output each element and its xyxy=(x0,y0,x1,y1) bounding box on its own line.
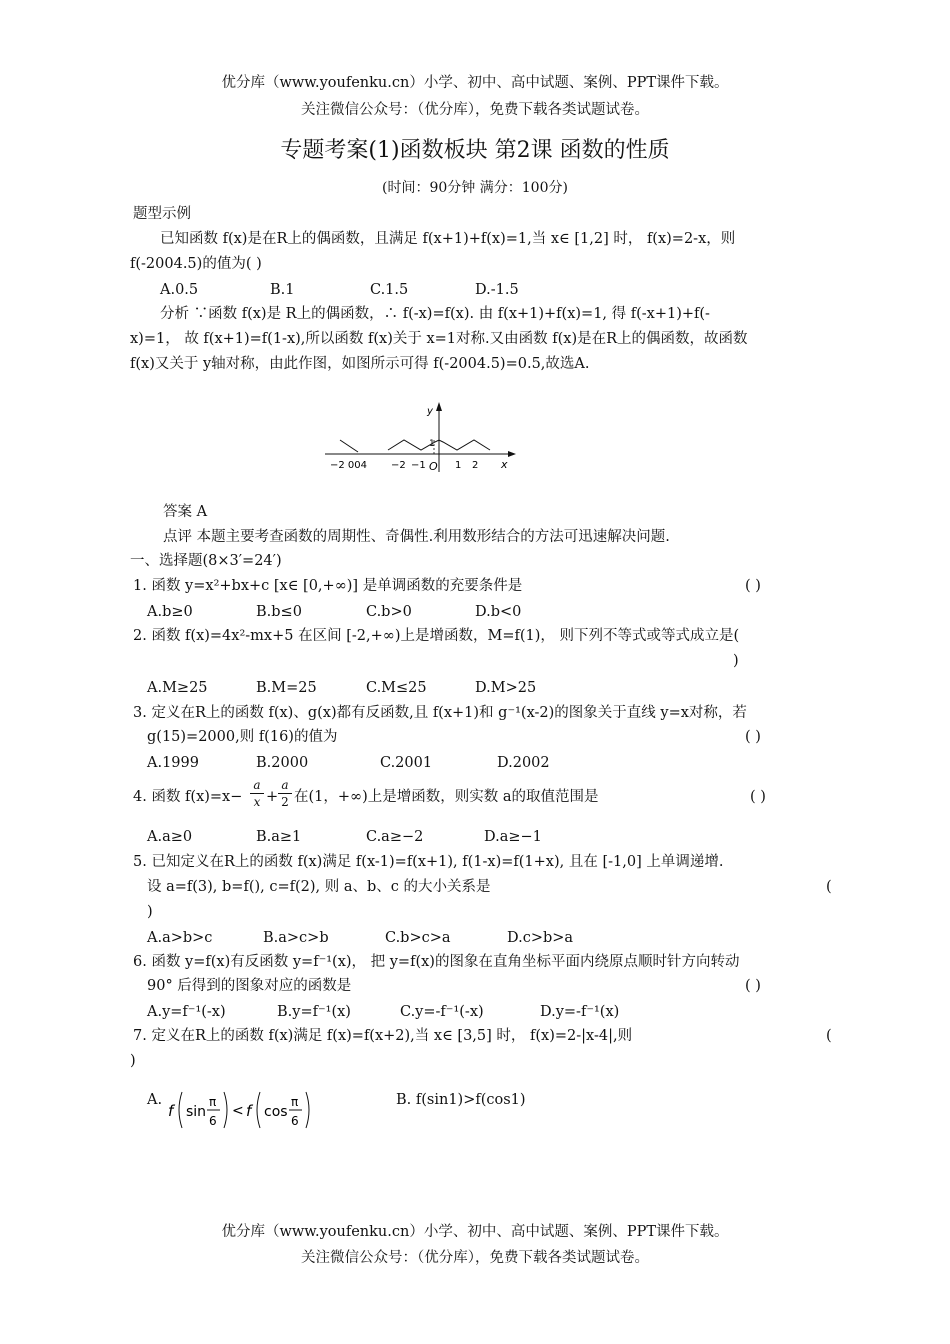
footer-line-2: 关注微信公众号：（优分库），免费下载各类试题试卷。 xyxy=(301,1250,649,1266)
page-title: 专题考案(1)函数板块 第2课 函数的性质 xyxy=(280,138,670,163)
q3-line-2: g(15)=2000,则 f(16)的值为 xyxy=(147,729,338,745)
q2-option-b: B.M=25 xyxy=(256,680,317,696)
q3-option-b: B.2000 xyxy=(256,755,309,771)
q5-line-2: 设 a=f(3), b=f(), c=f(2), 则 a、b、c 的大小关系是 xyxy=(147,879,491,895)
q7a-six-2: 6 xyxy=(291,1114,299,1128)
q6-line-1: 6. 函数 y=f(x)有反函数 y=f⁻¹(x)， 把 y=f(x)的图象在直角坐标平面内绕原点顺时针方向转动 xyxy=(133,954,740,970)
q7-option-b: B. f(sin1)>f(cos1) xyxy=(396,1092,526,1108)
q3-answer-paren: ( ) xyxy=(745,729,761,745)
q5-paren-close: ) xyxy=(147,904,153,920)
origin-label: O xyxy=(429,460,438,473)
q7a-pi-2: π xyxy=(291,1095,299,1109)
q4-prefix: 4. 函数 f(x)=x− xyxy=(133,789,243,805)
q1-option-a: A.b≥0 xyxy=(147,604,193,620)
x-axis-label: x xyxy=(501,458,508,471)
q4-frac1-numerator: a xyxy=(250,777,264,794)
q1-option-b: B.b≤0 xyxy=(256,604,302,620)
q1-option-c: C.b>0 xyxy=(366,604,412,620)
q7a-six-1: 6 xyxy=(209,1114,217,1128)
q5-option-b: B.a>c>b xyxy=(263,930,329,946)
q6-option-c: C.y=-f⁻¹(-x) xyxy=(400,1004,484,1020)
y-axis-arrow xyxy=(436,402,442,411)
q3-option-a: A.1999 xyxy=(147,755,199,771)
y-axis-label: y xyxy=(427,406,433,417)
q5-line-1: 5. 已知定义在R上的函数 f(x)满足 f(x-1)=f(x+1), f(1-x)=f(1+x), 且在 [-1,0] 上单调递增. xyxy=(133,854,724,870)
q7a-cos: cos xyxy=(264,1104,288,1120)
q3-line-1: 3. 定义在R上的函数 f(x)、g(x)都有反函数,且 f(x+1)和 g⁻¹(x-2)的图象关于直线 y=x对称，若 xyxy=(133,705,747,721)
q6-option-d: D.y=-f⁻¹(x) xyxy=(540,1004,620,1020)
section-1-heading: 一、选择题(8×3′=24′) xyxy=(130,553,282,569)
example-question-line-2: f(-2004.5)的值为( ) xyxy=(130,256,262,272)
q2-option-c: C.M≤25 xyxy=(366,680,427,696)
q7a-paren-right-1 xyxy=(224,1092,227,1128)
q3-option-d: D.2002 xyxy=(497,755,550,771)
example-option-d: D.-1.5 xyxy=(475,282,519,298)
q7-option-a-formula xyxy=(160,1086,320,1134)
q7a-paren-left-1 xyxy=(179,1092,182,1128)
q2-text: 2. 函数 f(x)=4x²-mx+5 在区间 [-2,+∞)上是增函数，M=f(1)， 则下列不等式或等式成立是( xyxy=(133,628,740,644)
q5-option-a: A.a>b>c xyxy=(147,930,213,946)
example-analysis-line-3: f(x)又关于 y轴对称，由此作图，如图所示可得 f(-2004.5)=0.5,故选A. xyxy=(130,356,590,372)
q1-text: 1. 函数 y=x²+bx+c [x∈ [0,+∞)] 是单调函数的充要条件是 xyxy=(133,578,523,594)
example-heading: 题型示例 xyxy=(133,206,191,222)
q4-fraction-2 xyxy=(278,777,292,810)
header-line-2: 关注微信公众号：（优分库），免费下载各类试题试卷。 xyxy=(301,102,649,118)
header-line-1: 优分库（www.youfenku.cn）小学、初中、高中试题、案例、PPT课件下载。 xyxy=(221,75,729,91)
example-comment: 点评 本题主要考查函数的周期性、奇偶性.利用数形结合的方法可迅速解决问题. xyxy=(163,529,670,545)
graph-segment-far-left xyxy=(340,440,358,452)
example-option-a: A.0.5 xyxy=(160,282,199,298)
q2-option-d: D.M>25 xyxy=(475,680,537,696)
q7a-less-than: < xyxy=(232,1103,244,1119)
example-analysis-line-1: 分析 ∵函数 f(x)是 R上的偶函数，∴ f(-x)=f(x). 由 f(x+1)+f(x)=1, 得 f(-x+1)+f(- xyxy=(160,306,710,322)
q7a-paren-right-2 xyxy=(306,1092,309,1128)
q7-option-a-label: A. xyxy=(147,1092,163,1108)
page-subtitle: (时间：90分钟 满分：100分) xyxy=(382,180,568,196)
function-graph-figure xyxy=(320,398,520,476)
q7-paren-close: ) xyxy=(130,1053,136,1069)
q6-answer-paren: ( ) xyxy=(745,978,761,994)
example-option-c: C.1.5 xyxy=(370,282,409,298)
q5-option-c: C.b>c>a xyxy=(385,930,451,946)
q6-line-2: 90° 后得到的图象对应的函数是 xyxy=(147,978,352,994)
tick-label-neg1: −1 xyxy=(411,460,426,471)
q4-option-d: D.a≥−1 xyxy=(484,829,542,845)
q5-option-d: D.c>b>a xyxy=(507,930,574,946)
footer-line-1: 优分库（www.youfenku.cn）小学、初中、高中试题、案例、PPT课件下载。 xyxy=(221,1224,729,1240)
x-axis-arrow xyxy=(508,451,516,457)
q1-answer-paren: ( ) xyxy=(745,578,761,594)
tick-label-2: 2 xyxy=(472,460,479,471)
q7-line-1: 7. 定义在R上的函数 f(x)满足 f(x)=f(x+2),当 x∈ [3,5] 时， f(x)=2-|x-4|,则 xyxy=(133,1028,633,1044)
q6-option-a: A.y=f⁻¹(-x) xyxy=(147,1004,226,1020)
example-question-line-1: 已知函数 f(x)是在R上的偶函数，且满足 f(x+1)+f(x)=1,当 x∈ [1,2] 时， f(x)=2-x，则 xyxy=(160,231,736,247)
q4-frac1-denominator: x xyxy=(253,795,261,809)
q7-paren-open: ( xyxy=(826,1028,832,1044)
tick-label-neg2: −2 xyxy=(391,460,406,471)
q6-option-b: B.y=f⁻¹(x) xyxy=(277,1004,351,1020)
example-analysis-line-2: x)=1， 故 f(x+1)=f(1-x),所以函数 f(x)关于 x=1对称.又由函数 f(x)是在R上的偶函数，故函数 xyxy=(130,331,748,347)
q4-option-c: C.a≥−2 xyxy=(366,829,424,845)
tick-label-neg2004: −2 004 xyxy=(330,460,368,471)
q7a-f2: f xyxy=(246,1102,252,1120)
q7a-pi-1: π xyxy=(209,1095,217,1109)
example-answer: 答案 A xyxy=(163,504,208,520)
q4-suffix: 在(1，+∞)上是增函数，则实数 a的取值范围是 xyxy=(294,789,599,805)
q4-fraction-1 xyxy=(250,777,264,810)
q4-plus: + xyxy=(266,789,279,805)
q7a-f1: f xyxy=(168,1102,174,1120)
q1-option-d: D.b<0 xyxy=(475,604,522,620)
q7a-sin: sin xyxy=(186,1104,207,1120)
q4-frac2-denominator: 2 xyxy=(281,795,289,809)
q4-option-b: B.a≥1 xyxy=(256,829,302,845)
q4-frac2-numerator: a xyxy=(278,777,292,794)
tick-label-1: 1 xyxy=(455,460,462,471)
q2-option-a: A.M≥25 xyxy=(147,680,208,696)
q3-option-c: C.2001 xyxy=(380,755,433,771)
q2-paren-end: ) xyxy=(733,653,739,669)
example-option-b: B.1 xyxy=(270,282,295,298)
q4-option-a: A.a≥0 xyxy=(147,829,193,845)
q7a-paren-left-2 xyxy=(257,1092,260,1128)
graph-one-label: 1 xyxy=(429,439,435,449)
q4-answer-paren: ( ) xyxy=(750,789,766,805)
q5-paren-open: ( xyxy=(826,879,832,895)
